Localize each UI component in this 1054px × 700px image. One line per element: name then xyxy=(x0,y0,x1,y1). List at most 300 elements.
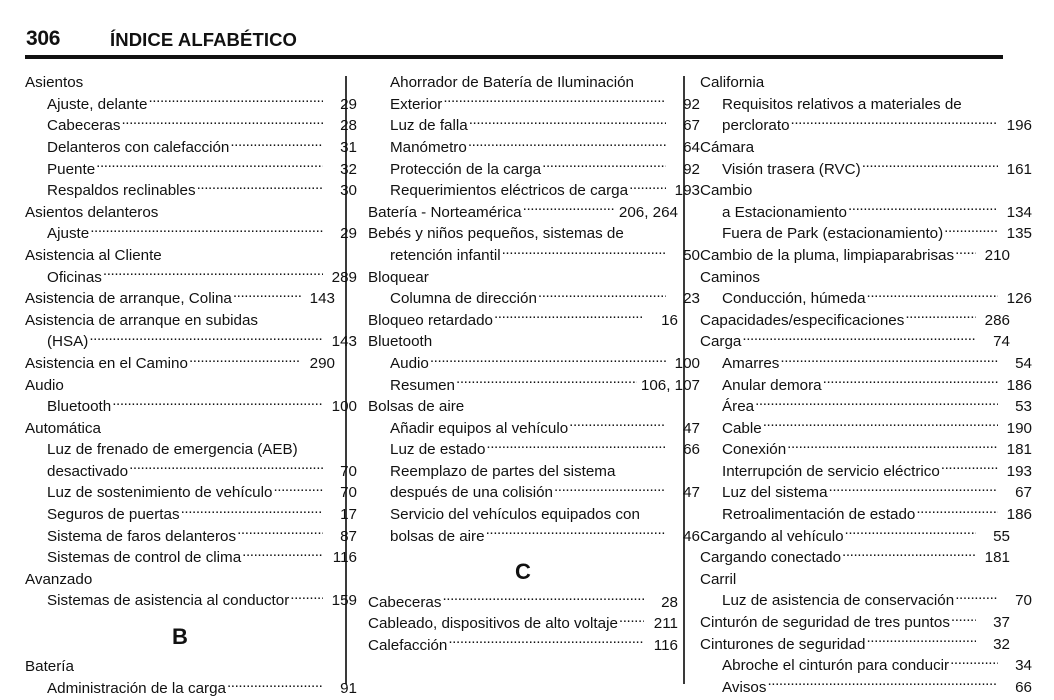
index-entry xyxy=(368,418,700,440)
index-entry-label: Batería - Norteamérica xyxy=(368,203,522,221)
index-entry-page: 126 xyxy=(1006,290,1032,308)
dot-leader xyxy=(299,439,323,454)
index-entry-page: 143 xyxy=(331,333,357,351)
dot-leader xyxy=(129,461,323,476)
index-entry-label: Fuera de Park (estacionamiento) xyxy=(722,225,944,243)
index-entry xyxy=(25,180,357,202)
index-columns xyxy=(0,72,1054,698)
index-entry xyxy=(25,245,335,267)
index-entry xyxy=(25,504,357,526)
dot-leader xyxy=(486,525,666,540)
index-entry-page: 17 xyxy=(340,506,357,524)
index-column-right xyxy=(700,72,1032,696)
dot-leader xyxy=(90,223,323,238)
dot-leader xyxy=(742,331,976,346)
index-entry-page: 67 xyxy=(683,117,700,135)
index-entry xyxy=(25,310,335,332)
index-entry xyxy=(700,202,1032,224)
index-entry xyxy=(25,137,357,159)
dot-leader xyxy=(233,288,301,303)
index-entry-label: Columna de dirección xyxy=(390,290,537,308)
dot-leader xyxy=(227,678,323,693)
dot-leader xyxy=(538,288,666,303)
dot-leader xyxy=(737,569,976,584)
index-entry xyxy=(700,677,1032,699)
index-entry xyxy=(700,439,1032,461)
dot-leader xyxy=(625,223,644,238)
dot-leader xyxy=(163,245,301,260)
index-entry-label: Sistema de faros delanteros xyxy=(47,527,237,545)
dot-leader xyxy=(84,72,301,87)
index-entry-page: 47 xyxy=(683,419,700,437)
index-entry-label: Exterior xyxy=(390,95,443,113)
dot-leader xyxy=(159,202,301,217)
index-entry-page: 32 xyxy=(340,160,357,178)
index-entry-label: Luz de frenado de emergencia (AEB) xyxy=(47,441,298,459)
dot-leader xyxy=(905,310,976,325)
index-entry xyxy=(700,461,1032,483)
index-entry xyxy=(25,396,357,418)
index-entry-page: 67 xyxy=(1015,484,1032,502)
index-entry-label: Resumen xyxy=(390,376,455,394)
index-entry xyxy=(368,245,700,267)
index-entry xyxy=(368,72,700,94)
index-entry-page: 193 xyxy=(1006,462,1032,480)
index-entry-page: 50 xyxy=(683,246,700,264)
index-entry-label: Conducción, húmeda xyxy=(722,290,866,308)
page-header xyxy=(0,26,1054,54)
index-entry-page: 30 xyxy=(340,182,357,200)
index-column-middle xyxy=(368,72,700,692)
index-entry-label: Ajuste, delante xyxy=(47,95,148,113)
index-entry xyxy=(25,482,357,504)
index-entry-page: 70 xyxy=(340,484,357,502)
dot-leader xyxy=(848,202,998,217)
dot-leader xyxy=(121,115,323,130)
index-entry-label: Cabeceras xyxy=(368,593,442,611)
section-letter: B xyxy=(172,623,188,649)
index-entry-page: 134 xyxy=(1006,203,1032,221)
index-entry-page: 106, 107 xyxy=(640,376,700,394)
index-entry-page: 116 xyxy=(332,549,357,567)
dot-leader xyxy=(955,245,976,260)
index-entry-label: Delanteros con calefacción xyxy=(47,138,230,156)
index-entry xyxy=(700,245,1010,267)
index-entry-label: Añadir equipos al vehículo xyxy=(390,419,569,437)
dot-leader xyxy=(753,180,976,195)
index-entry xyxy=(368,310,678,332)
index-entry xyxy=(700,633,1010,655)
index-entry-page: 55 xyxy=(993,527,1010,545)
dot-leader xyxy=(486,439,666,454)
dot-leader xyxy=(767,677,998,692)
index-entry xyxy=(25,72,335,94)
dot-leader xyxy=(950,655,998,670)
index-entry-page: 31 xyxy=(340,138,357,156)
index-entry xyxy=(700,288,1032,310)
index-entry-label: Conexión xyxy=(722,441,787,459)
index-entry-page: 28 xyxy=(661,593,678,611)
index-entry xyxy=(368,202,678,224)
index-entry-label: Administración de la carga xyxy=(47,680,226,698)
index-entry-page: 66 xyxy=(1015,678,1032,696)
index-entry-label: Cambio de la pluma, limpiaparabrisas xyxy=(700,246,955,264)
index-entry-label: Visión trasera (RVC) xyxy=(722,160,861,178)
index-entry-label: Bluetooth xyxy=(368,333,433,351)
dot-leader xyxy=(230,137,323,152)
index-entry-label: Ajuste xyxy=(47,225,90,243)
dot-leader xyxy=(89,331,323,346)
index-entry-page: 100 xyxy=(331,398,357,416)
dot-leader xyxy=(259,310,301,325)
index-entry-page: 143 xyxy=(309,290,335,308)
page-number: 306 xyxy=(26,27,61,50)
index-entry-page: 289 xyxy=(331,268,357,286)
index-entry xyxy=(368,374,700,396)
index-entry-page: 211 xyxy=(653,615,678,633)
index-entry xyxy=(25,418,335,440)
dot-leader xyxy=(112,396,323,411)
dot-leader xyxy=(763,418,998,433)
dot-leader xyxy=(823,374,998,389)
index-entry xyxy=(368,439,700,461)
index-entry-label: Abroche el cinturón para conducir xyxy=(722,657,950,675)
dot-leader xyxy=(862,158,998,173)
dot-leader xyxy=(93,569,301,584)
index-entry-label: Ahorrador de Batería de Iluminación xyxy=(390,74,634,92)
section-letter: C xyxy=(515,559,531,585)
index-entry-label: Asistencia en el Camino xyxy=(25,354,188,372)
index-entry xyxy=(368,158,700,180)
index-entry xyxy=(368,635,678,657)
index-entry-label: Carril xyxy=(700,570,737,588)
index-entry xyxy=(25,331,357,353)
index-entry xyxy=(700,374,1032,396)
index-entry-page: 46 xyxy=(683,527,700,545)
index-entry xyxy=(25,266,357,288)
index-entry xyxy=(368,613,678,635)
dot-leader xyxy=(765,72,976,87)
index-entry-label: desactivado xyxy=(47,462,129,480)
index-entry-label: Sistemas de control de clima xyxy=(47,549,242,567)
index-entry-label: Respaldos reclinables xyxy=(47,182,196,200)
dot-leader xyxy=(755,396,998,411)
index-entry-label: Luz del sistema xyxy=(722,484,828,502)
index-entry-page: 64 xyxy=(683,138,700,156)
index-entry-page: 186 xyxy=(1006,376,1032,394)
index-entry xyxy=(368,525,700,547)
index-entry-label: Asistencia de arranque en subidas xyxy=(25,311,259,329)
index-entry-label: a Estacionamiento xyxy=(722,203,847,221)
dot-leader xyxy=(616,461,666,476)
index-entry-page: 193 xyxy=(674,182,700,200)
index-entry-label: Sistemas de asistencia al conductor xyxy=(47,592,290,610)
index-column-left xyxy=(25,72,357,698)
index-entry xyxy=(25,461,357,483)
index-entry xyxy=(368,353,700,375)
index-entry-page: 37 xyxy=(993,614,1010,632)
index-entry-label: después de una colisión xyxy=(390,484,553,502)
dot-leader xyxy=(102,418,301,433)
index-entry-page: 34 xyxy=(1015,657,1032,675)
index-entry xyxy=(25,288,335,310)
dot-leader xyxy=(787,439,998,454)
index-entry-label: Avisos xyxy=(722,678,767,696)
index-entry-label: Reemplazo de partes del sistema xyxy=(390,462,616,480)
index-entry-page: 92 xyxy=(683,160,700,178)
index-entry xyxy=(25,656,335,678)
index-entry-label: Audio xyxy=(390,354,429,372)
dot-leader xyxy=(433,331,644,346)
dot-leader xyxy=(955,590,998,605)
dot-leader xyxy=(916,504,998,519)
dot-leader xyxy=(629,180,666,195)
index-entry-page: 135 xyxy=(1006,225,1032,243)
index-entry xyxy=(368,94,700,116)
dot-leader xyxy=(829,482,998,497)
index-entry-page: 100 xyxy=(674,354,700,372)
index-entry-page: 159 xyxy=(331,592,357,610)
index-entry xyxy=(700,569,1010,591)
index-entry xyxy=(368,482,700,504)
index-entry xyxy=(368,396,678,418)
index-entry xyxy=(368,591,678,613)
index-entry xyxy=(25,374,335,396)
dot-leader xyxy=(430,353,666,368)
dot-leader xyxy=(65,374,301,389)
index-entry xyxy=(25,202,335,224)
dot-leader xyxy=(780,353,998,368)
index-entry-page: 286 xyxy=(984,311,1010,329)
index-entry xyxy=(368,115,700,137)
index-entry xyxy=(700,72,1010,94)
dot-leader xyxy=(75,656,301,671)
index-entry-label: Bloquear xyxy=(368,268,429,286)
index-entry-label: (HSA) xyxy=(47,333,89,351)
index-entry-page: 161 xyxy=(1006,160,1032,178)
index-entry xyxy=(700,655,1032,677)
index-entry-page: 47 xyxy=(683,484,700,502)
index-entry-page: 29 xyxy=(340,225,357,243)
index-entry-page: 116 xyxy=(653,636,678,654)
index-entry xyxy=(700,418,1032,440)
index-entry xyxy=(700,137,1010,159)
dot-leader xyxy=(442,591,644,606)
index-entry-page: 29 xyxy=(340,95,357,113)
dot-leader xyxy=(845,525,976,540)
index-entry-label: Caminos xyxy=(700,268,760,286)
index-entry-label: Interrupción de servicio eléctrico xyxy=(722,462,940,480)
index-entry xyxy=(25,94,357,116)
dot-leader xyxy=(635,72,666,87)
dot-leader xyxy=(189,353,301,368)
index-entry xyxy=(700,158,1032,180)
index-entry xyxy=(368,504,700,526)
header-rule xyxy=(25,55,1003,59)
index-entry xyxy=(25,353,335,375)
index-entry-page: 74 xyxy=(993,333,1010,351)
index-entry xyxy=(25,158,357,180)
index-entry xyxy=(25,525,357,547)
index-entry-page: 92 xyxy=(683,95,700,113)
index-entry xyxy=(368,266,678,288)
dot-leader xyxy=(761,266,976,281)
index-entry-label: Luz de sostenimiento de vehículo xyxy=(47,484,273,502)
index-entry-label: Retroalimentación de estado xyxy=(722,506,916,524)
index-entry-page: 53 xyxy=(1015,398,1032,416)
dot-leader xyxy=(941,461,998,476)
index-entry-label: Cable xyxy=(722,419,762,437)
index-entry-label: Oficinas xyxy=(47,268,102,286)
dot-leader xyxy=(465,396,644,411)
dot-leader xyxy=(755,137,976,152)
index-entry-label: Cinturones de seguridad xyxy=(700,635,866,653)
index-entry-label: Audio xyxy=(25,376,64,394)
index-entry-label: Protección de la carga xyxy=(390,160,542,178)
index-entry-label: Cinturón de seguridad de tres puntos xyxy=(700,614,950,632)
index-entry-label: Automática xyxy=(25,419,101,437)
dot-leader xyxy=(569,418,666,433)
index-entry-page: 206, 264 xyxy=(618,203,678,221)
index-entry xyxy=(700,504,1032,526)
index-entry-page: 186 xyxy=(1006,506,1032,524)
index-entry-label: Servicio del vehículos equipados con xyxy=(390,506,640,524)
index-entry-label: Luz de asistencia de conservación xyxy=(722,592,955,610)
index-entry-label: Luz de falla xyxy=(390,117,468,135)
index-entry xyxy=(700,94,1032,116)
index-entry xyxy=(25,569,335,591)
index-entry-page: 181 xyxy=(1006,441,1032,459)
dot-leader xyxy=(148,94,323,109)
index-entry xyxy=(700,396,1032,418)
index-entry-label: Área xyxy=(722,398,755,416)
dot-leader xyxy=(468,137,666,152)
dot-leader xyxy=(469,115,666,130)
index-entry-label: Avanzado xyxy=(25,570,93,588)
index-entry-label: bolsas de aire xyxy=(390,527,485,545)
index-entry-page: 70 xyxy=(1015,592,1032,610)
dot-leader xyxy=(619,613,644,628)
index-entry xyxy=(25,547,357,569)
index-entry-label: Bebés y niños pequeños, sistemas de xyxy=(368,225,624,243)
index-entry xyxy=(25,223,357,245)
index-entry-page: 196 xyxy=(1006,117,1032,135)
index-entry-page: 66 xyxy=(683,441,700,459)
index-entry-page: 91 xyxy=(340,680,357,698)
index-entry-label: Asientos xyxy=(25,74,84,92)
dot-leader xyxy=(523,202,615,217)
index-entry-label: Bolsas de aire xyxy=(368,398,465,416)
index-entry-label: Cableado, dispositivos de alto voltaje xyxy=(368,615,618,633)
dot-leader xyxy=(197,180,323,195)
index-entry xyxy=(368,288,700,310)
dot-leader xyxy=(502,245,666,260)
index-entry xyxy=(25,115,357,137)
dot-leader xyxy=(542,158,666,173)
index-entry xyxy=(700,482,1032,504)
index-entry-label: Puente xyxy=(47,160,96,178)
index-entry-label: Cámara xyxy=(700,138,755,156)
index-entry-page: 181 xyxy=(984,549,1010,567)
index-entry xyxy=(700,590,1032,612)
dot-leader xyxy=(242,547,323,562)
dot-leader xyxy=(237,525,323,540)
dot-leader xyxy=(963,94,998,109)
index-entry-label: California xyxy=(700,74,765,92)
index-entry-label: Asientos delanteros xyxy=(25,203,159,221)
index-entry-label: retención infantil xyxy=(390,246,501,264)
dot-leader xyxy=(443,94,666,109)
dot-leader xyxy=(181,504,323,519)
index-entry xyxy=(25,590,357,612)
index-entry xyxy=(700,115,1032,137)
dot-leader xyxy=(866,633,976,648)
index-entry-label: Requerimientos eléctricos de carga xyxy=(390,182,629,200)
index-entry xyxy=(700,180,1010,202)
index-entry-page: 16 xyxy=(661,311,678,329)
index-entry-label: Requisitos relativos a materiales de xyxy=(722,95,962,113)
index-entry-label: Calefacción xyxy=(368,636,448,654)
index-entry-label: Capacidades/especificaciones xyxy=(700,311,905,329)
index-entry xyxy=(700,331,1010,353)
index-entry xyxy=(700,547,1010,569)
dot-leader xyxy=(554,482,666,497)
dot-leader xyxy=(103,266,323,281)
index-entry xyxy=(700,266,1010,288)
page-title: ÍNDICE ALFABÉTICO xyxy=(110,29,298,50)
index-entry-page: 210 xyxy=(984,246,1010,264)
dot-leader xyxy=(641,504,666,519)
dot-leader xyxy=(494,310,644,325)
index-entry-page: 290 xyxy=(309,354,335,372)
index-entry xyxy=(700,353,1032,375)
index-entry xyxy=(700,612,1010,634)
index-entry xyxy=(368,180,700,202)
index-entry-label: Cargando al vehículo xyxy=(700,527,844,545)
dot-leader xyxy=(430,266,644,281)
index-entry-label: Amarres xyxy=(722,354,780,372)
dot-leader xyxy=(273,482,323,497)
index-entry-label: Batería xyxy=(25,658,74,676)
dot-leader xyxy=(791,115,998,130)
index-entry-label: Asistencia de arranque, Colina xyxy=(25,290,232,308)
dot-leader xyxy=(944,223,998,238)
index-entry-label: Bluetooth xyxy=(47,398,112,416)
index-entry xyxy=(25,678,357,700)
dot-leader xyxy=(96,158,323,173)
index-entry-label: Manómetro xyxy=(390,138,467,156)
index-entry xyxy=(700,525,1010,547)
index-entry-page: 54 xyxy=(1015,354,1032,372)
index-entry-label: Asistencia al Cliente xyxy=(25,246,162,264)
index-entry-label: Carga xyxy=(700,333,742,351)
dot-leader xyxy=(867,288,998,303)
dot-leader xyxy=(290,590,323,605)
index-entry-label: Anular demora xyxy=(722,376,822,394)
index-entry-page: 87 xyxy=(340,527,357,545)
index-entry-page: 190 xyxy=(1006,419,1032,437)
index-entry-label: Cabeceras xyxy=(47,117,121,135)
index-entry-page: 32 xyxy=(993,635,1010,653)
index-entry-label: Cambio xyxy=(700,182,753,200)
index-entry-label: perclorato xyxy=(722,117,790,135)
dot-leader xyxy=(951,612,976,627)
index-entry xyxy=(368,137,700,159)
index-entry-label: Cargando conectado xyxy=(700,549,842,567)
dot-leader xyxy=(842,547,976,562)
index-entry-page: 28 xyxy=(340,117,357,135)
index-entry-label: Luz de estado xyxy=(390,441,486,459)
